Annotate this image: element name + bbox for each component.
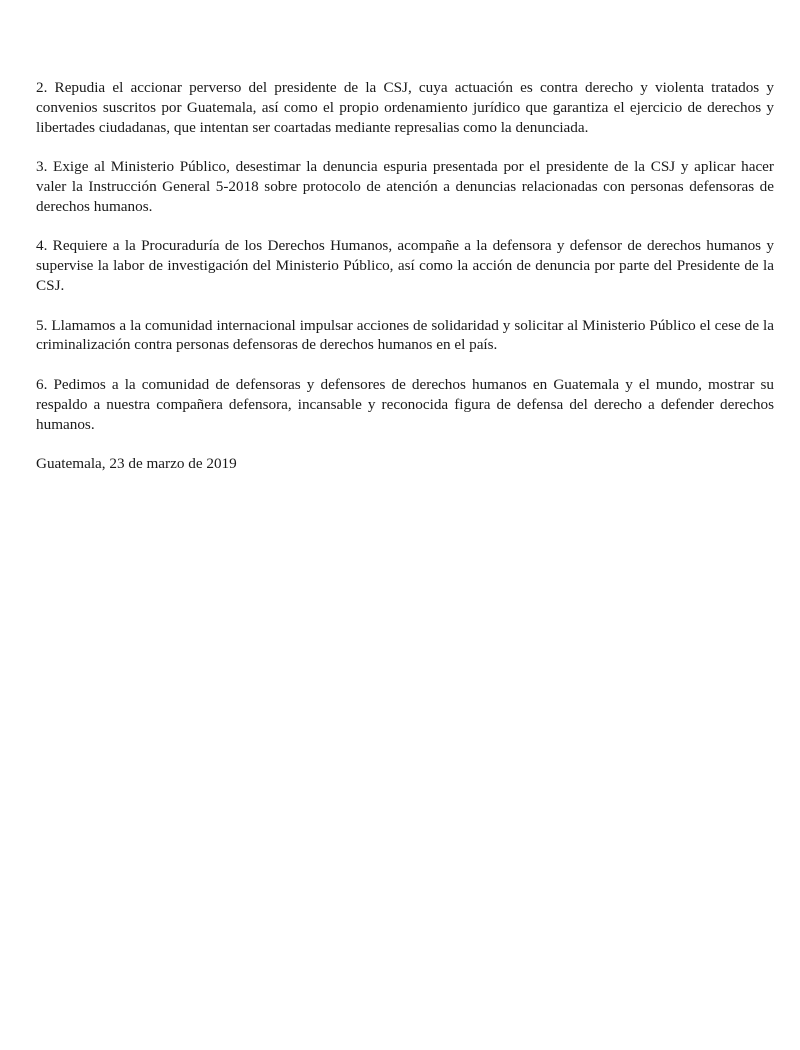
- paragraph-6: 6. Pedimos a la comunidad de defensoras y defensores de derechos humanos en Guatemala y el mundo, mostrar su respaldo a nuestra compañera defensora, incansable y reconocida figura de defensa del derecho a defender derechos humanos.: [36, 375, 774, 433]
- paragraph-5: 5. Llamamos a la comunidad internacional impulsar acciones de solidaridad y solicitar al Ministerio Público el cese de la criminalización contra personas defensoras de derechos humanos en el país.: [36, 316, 774, 354]
- paragraph-4: 4. Requiere a la Procuraduría de los Derechos Humanos, acompañe a la defensora y defensor de derechos humanos y supervise la labor de investigación del Ministerio Público, así como la acción de denuncia por parte del Presidente de la CSJ.: [36, 237, 774, 294]
- paragraph-2: 2. Repudia el accionar perverso del presidente de la CSJ, cuya actuación es contra derecho y violenta tratados y convenios suscritos por Guatemala, así como el propio ordenamiento jurídico que garantiza el ejercicio de derechos y libertades ciudadanas, que intentan ser coartadas mediante represalias como la denunciada.: [36, 79, 774, 136]
- paragraph-3: 3. Exige al Ministerio Público, desestimar la denuncia espuria presentada por el presidente de la CSJ y aplicar hacer valer la Instrucción General 5-2018 sobre protocolo de atención a denuncias relacionadas con personas defensoras de derechos humanos.: [36, 158, 774, 215]
- date-line: Guatemala, 23 de marzo de 2019: [36, 455, 237, 473]
- document-body: [36, 78, 774, 474]
